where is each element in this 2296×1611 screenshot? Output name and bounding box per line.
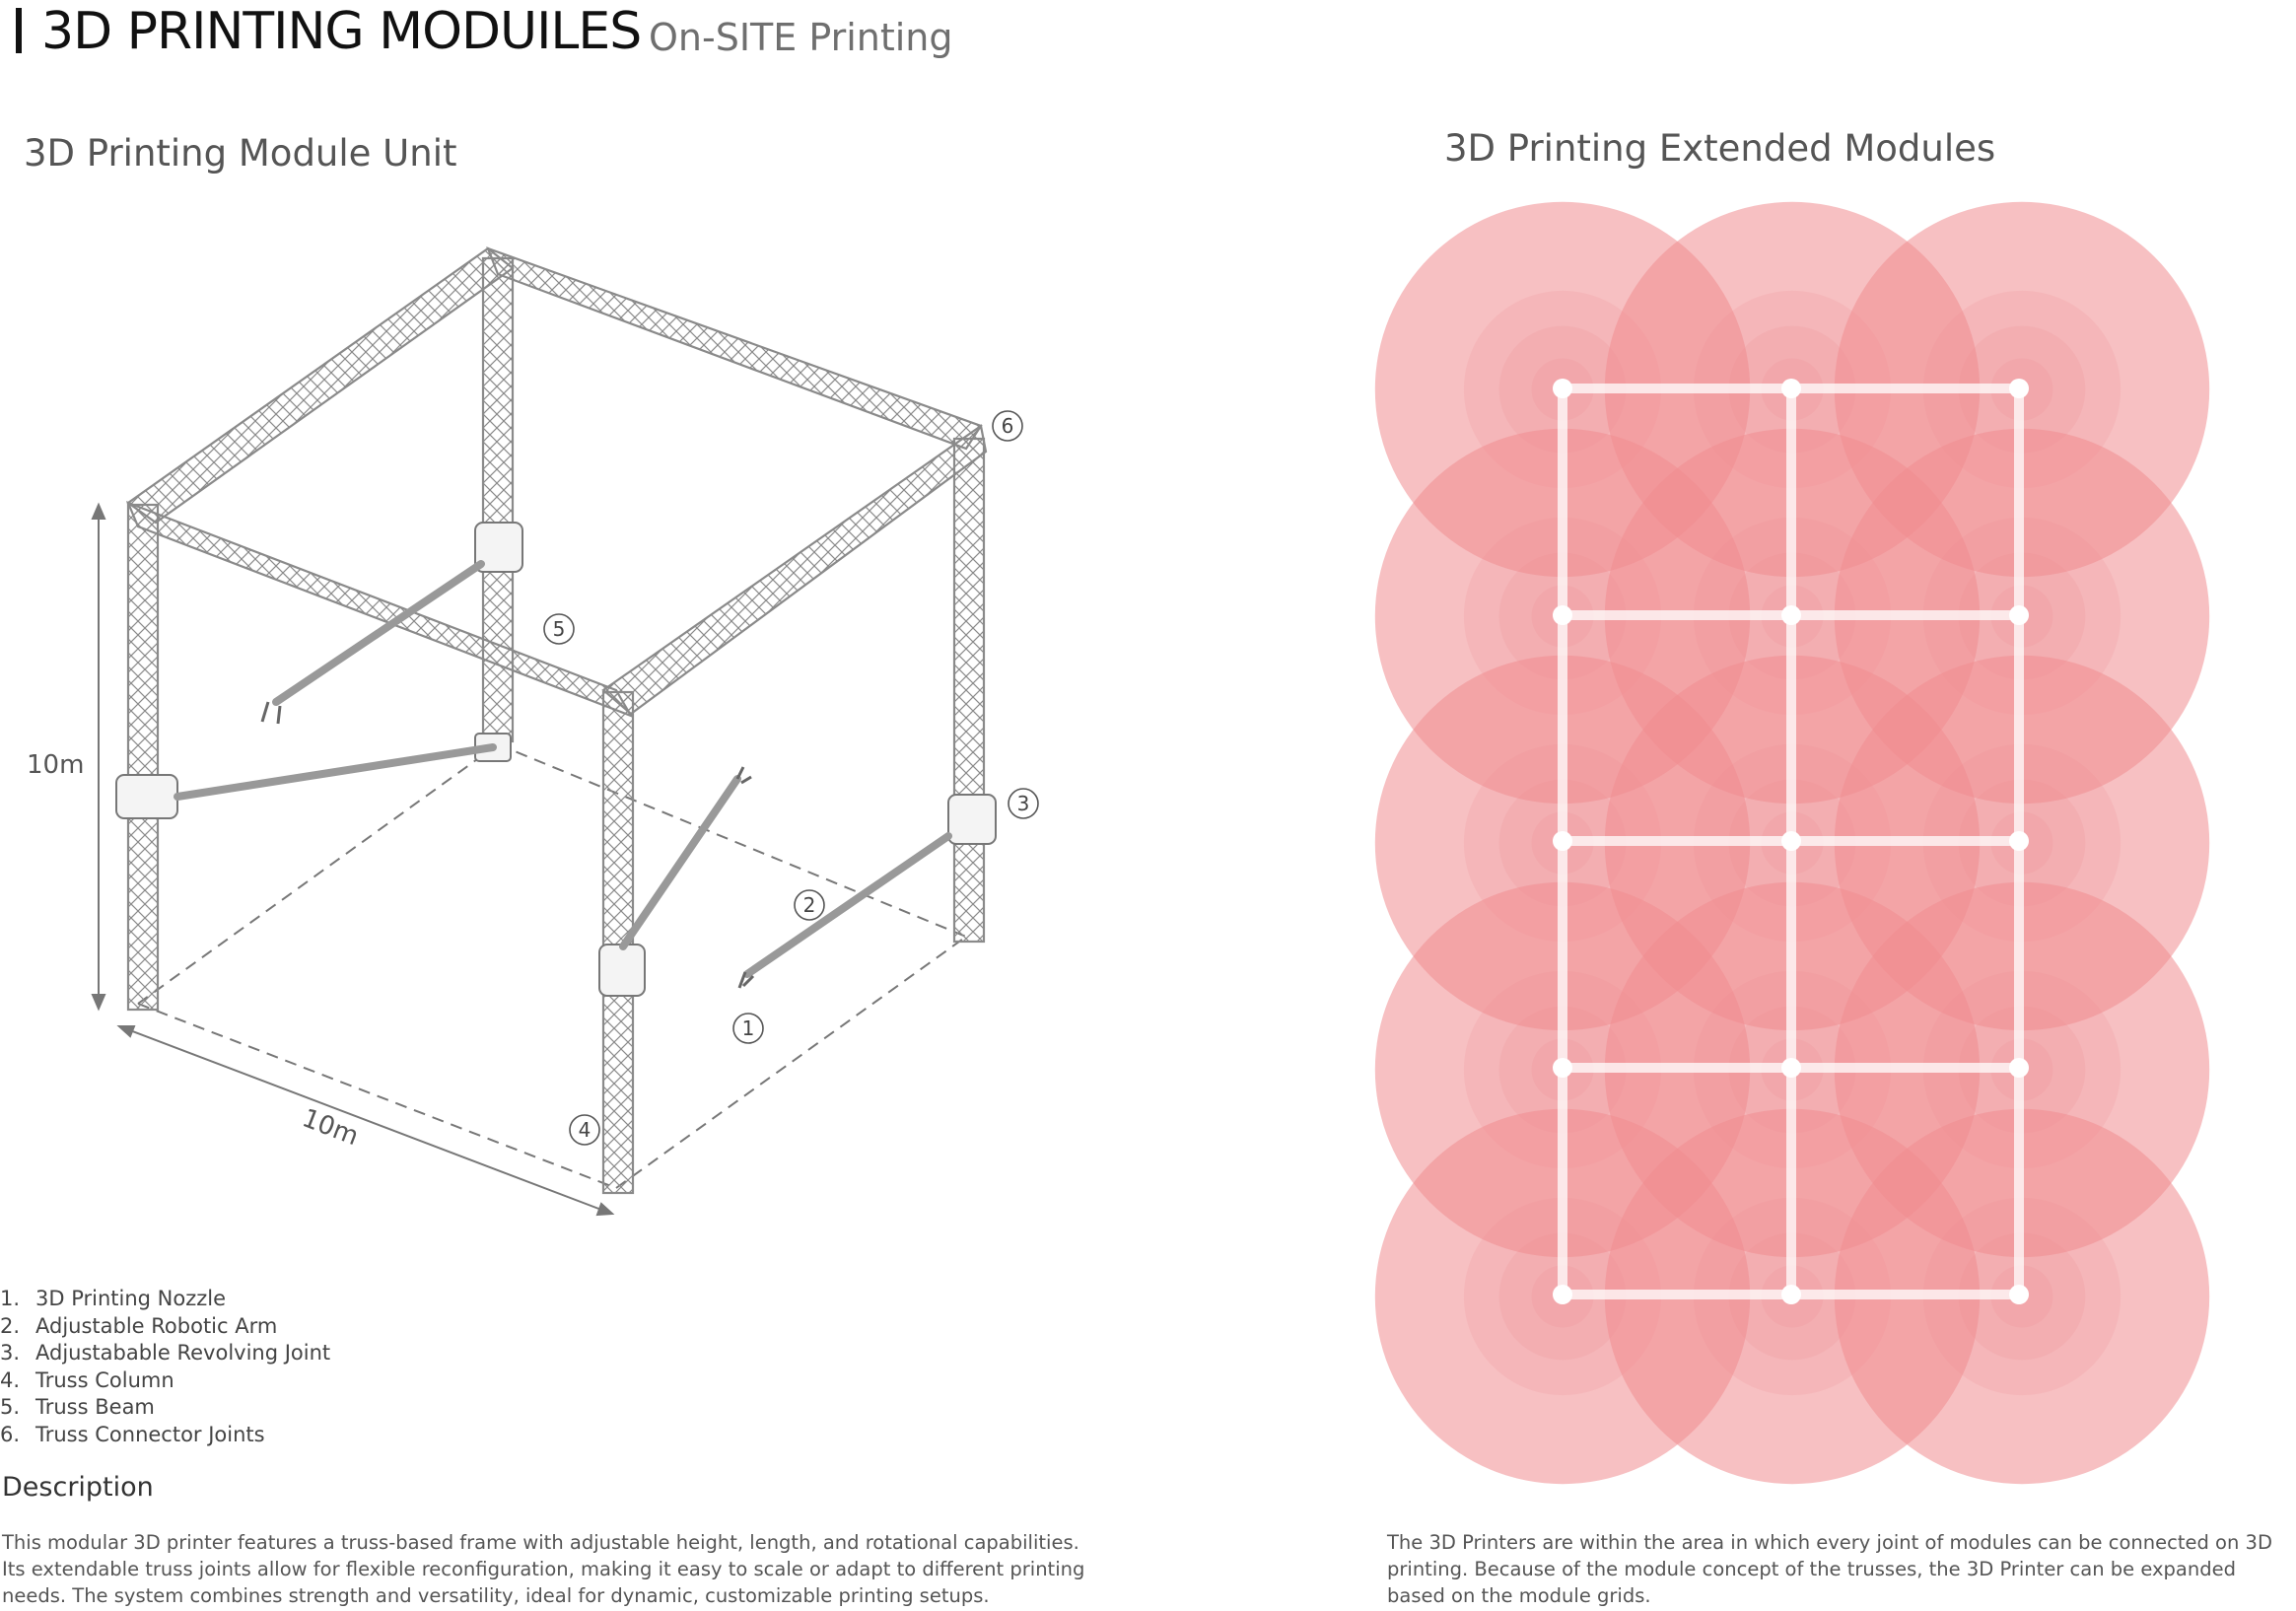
connector-joint bbox=[2009, 379, 2029, 398]
page-title: 3D PRINTING MODUILES bbox=[41, 2, 642, 61]
callout-1 bbox=[733, 1014, 763, 1043]
truss-beam bbox=[128, 503, 631, 716]
svg-text:6: 6 bbox=[1001, 414, 1014, 438]
svg-text:1: 1 bbox=[741, 1016, 755, 1040]
component-legend bbox=[0, 1286, 330, 1449]
truss-beams bbox=[128, 248, 986, 716]
callout-5 bbox=[544, 614, 574, 644]
revolving-joints bbox=[116, 523, 996, 996]
legend-item: 1. 3D Printing Nozzle bbox=[0, 1287, 227, 1310]
connector-joint bbox=[1781, 605, 1801, 625]
connector-joint bbox=[2009, 1058, 2029, 1078]
height-dimension-label: 10m bbox=[27, 750, 85, 780]
svg-text:3: 3 bbox=[1016, 792, 1030, 815]
callout-4 bbox=[570, 1115, 599, 1145]
connector-joint bbox=[1553, 605, 1572, 625]
page-subtitle: On-SITE Printing bbox=[649, 16, 953, 59]
connector-joint bbox=[1781, 1285, 1801, 1304]
connector-joint bbox=[1553, 1285, 1572, 1304]
module-unit-heading: 3D Printing Module Unit bbox=[24, 132, 457, 175]
connector-joint bbox=[1553, 1058, 1572, 1078]
svg-text:4: 4 bbox=[578, 1118, 591, 1142]
connector-joint bbox=[1781, 1058, 1801, 1078]
extended-modules-description: The 3D Printers are within the area in which every joint of modules can be connected on 3D printing. Because of the module concept of the trusses, the 3D Printer can be expanded based on the module grids. bbox=[1387, 1531, 2272, 1607]
revolving-joint bbox=[599, 945, 645, 996]
revolving-joint bbox=[116, 775, 177, 818]
connector-joint bbox=[1781, 379, 1801, 398]
height-dimension bbox=[93, 505, 104, 1009]
connector-joint bbox=[1553, 831, 1572, 851]
truss-beam bbox=[128, 248, 513, 523]
width-dimension bbox=[119, 1026, 612, 1215]
truss-column bbox=[128, 505, 158, 1010]
connector-joint bbox=[1553, 379, 1572, 398]
truss-beam bbox=[488, 248, 981, 449]
robotic-arm bbox=[177, 747, 493, 797]
legend-item: 3. Adjustabable Revolving Joint bbox=[0, 1341, 331, 1366]
legend-item: 6. Truss Connector Joints bbox=[0, 1422, 265, 1446]
revolving-joint bbox=[948, 795, 996, 844]
connector-joint bbox=[2009, 605, 2029, 625]
callout-2 bbox=[795, 890, 824, 920]
floor-outline bbox=[138, 744, 966, 1188]
truss-column bbox=[954, 439, 984, 942]
truss-beam bbox=[603, 426, 986, 714]
robotic-arm bbox=[747, 836, 948, 974]
module-unit-description: This modular 3D printer features a truss-based frame with adjustable height, length, and rotational capabilities. Its extendable truss joints allow for flexible reconfiguration, making it easy to scale or adapt to different printing needs. The system combines strength and versatility, ideal for dynamic, customizable printing setups. bbox=[2, 1531, 1085, 1607]
svg-text:5: 5 bbox=[552, 617, 566, 641]
connector-joint bbox=[1781, 831, 1801, 851]
robotic-arm bbox=[623, 779, 737, 946]
callout-6 bbox=[993, 411, 1022, 441]
connector-joint bbox=[2009, 831, 2029, 851]
callout-3 bbox=[1009, 789, 1038, 818]
svg-text:2: 2 bbox=[802, 893, 816, 917]
connector-joint bbox=[2009, 1285, 2029, 1304]
module-unit-drawing bbox=[27, 248, 1038, 1215]
legend-item: 5. Truss Beam bbox=[0, 1395, 155, 1420]
legend-item: 2. Adjustable Robotic Arm bbox=[0, 1313, 278, 1338]
extended-modules-heading: 3D Printing Extended Modules bbox=[1444, 127, 1996, 170]
legend-item: 4. Truss Column bbox=[0, 1367, 174, 1392]
description-heading: Description bbox=[2, 1472, 154, 1503]
width-dimension-label: 10m bbox=[298, 1103, 363, 1153]
